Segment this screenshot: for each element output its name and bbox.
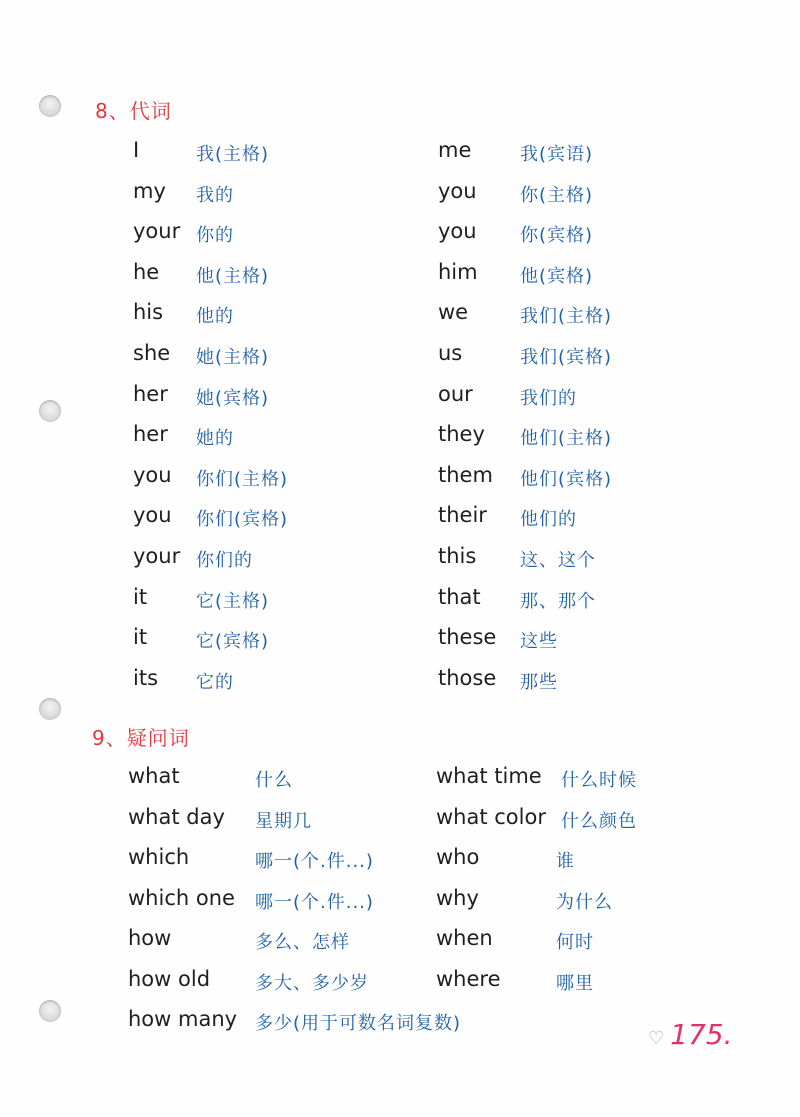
vocab-chinese: 那、那个 <box>520 590 596 612</box>
vocab-english: what day <box>128 804 225 829</box>
vocab-chinese: 我们(主格) <box>520 306 613 328</box>
vocab-english: who <box>436 845 480 869</box>
vocab-english: they <box>438 422 485 447</box>
vocab-english: our <box>438 381 473 406</box>
vocab-chinese: 它(主格) <box>196 590 270 612</box>
vocab-chinese: 你(宾格) <box>520 225 594 247</box>
vocab-chinese: 你(主格) <box>520 184 594 206</box>
binder-hole <box>39 698 61 720</box>
vocab-chinese: 什么颜色 <box>561 810 637 832</box>
vocab-english: what time <box>436 764 542 788</box>
vocab-english: you <box>438 178 477 203</box>
vocab-chinese: 她(主格) <box>196 347 270 368</box>
vocab-chinese: 我(宾语) <box>520 144 594 165</box>
section-title: 9、疑问词 <box>92 726 190 750</box>
vocab-english: you <box>133 503 172 528</box>
vocab-english: what <box>128 764 180 788</box>
vocab-english: my <box>133 178 166 203</box>
vocab-chinese: 它的 <box>196 671 234 693</box>
section-title: 8、代词 <box>95 99 172 123</box>
vocab-english: her <box>133 381 168 406</box>
vocab-english: she <box>133 341 171 365</box>
vocab-chinese: 她的 <box>196 428 234 450</box>
vocab-english: us <box>438 341 463 365</box>
binder-hole <box>39 95 61 117</box>
vocab-chinese: 多少(用于可数名词复数) <box>255 1013 462 1034</box>
vocab-chinese: 你们(宾格) <box>196 509 289 531</box>
vocab-chinese: 哪一(个.件...) <box>255 851 374 872</box>
heart-icon: ♡ <box>648 1028 665 1049</box>
binder-hole <box>39 1000 61 1022</box>
vocab-english: how many <box>128 1007 238 1031</box>
vocab-chinese: 哪里 <box>556 972 594 994</box>
vocab-chinese: 她(宾格) <box>196 387 270 409</box>
vocab-chinese: 什么 <box>255 770 293 791</box>
vocab-chinese: 多么、怎样 <box>255 932 350 953</box>
vocab-english: how old <box>128 966 211 991</box>
vocab-english: that <box>438 584 481 609</box>
vocab-english: him <box>438 259 478 284</box>
vocab-english: he <box>133 259 160 284</box>
vocab-english: it <box>133 584 148 609</box>
vocab-chinese: 哪一(个.件...) <box>255 891 374 913</box>
vocab-chinese: 这些 <box>520 631 558 653</box>
vocab-english: me <box>438 138 472 162</box>
vocab-english: when <box>436 926 493 950</box>
vocab-english: which <box>128 845 190 869</box>
page-number-text: 175. <box>670 1018 733 1051</box>
vocab-english: it <box>133 625 148 650</box>
vocab-english: what color <box>436 804 546 829</box>
vocab-english: I <box>133 138 140 162</box>
vocab-chinese: 那些 <box>520 671 558 693</box>
vocab-english: your <box>133 219 181 244</box>
vocab-english: which one <box>128 885 235 910</box>
vocab-chinese: 我们(宾格) <box>520 347 613 368</box>
binder-hole <box>39 400 61 422</box>
vocab-chinese: 它(宾格) <box>196 631 270 653</box>
vocab-english: them <box>438 462 493 487</box>
vocab-english: how <box>128 926 172 950</box>
vocab-english: you <box>438 219 477 244</box>
vocab-chinese: 谁 <box>556 851 575 872</box>
vocab-english: why <box>436 885 479 910</box>
vocab-english: these <box>438 625 497 650</box>
page-number <box>648 1018 732 1051</box>
vocab-chinese: 他们(主格) <box>520 428 613 450</box>
vocab-english: her <box>133 422 168 447</box>
vocab-chinese: 他(宾格) <box>520 265 594 287</box>
vocab-chinese: 多大、多少岁 <box>255 972 369 994</box>
vocab-chinese: 我(主格) <box>196 144 270 165</box>
vocab-chinese: 他们的 <box>520 509 577 531</box>
vocab-chinese: 星期几 <box>255 810 312 832</box>
vocab-chinese: 他的 <box>196 306 234 328</box>
vocab-english: its <box>133 665 159 690</box>
vocab-chinese: 他(主格) <box>196 265 270 287</box>
vocab-chinese: 什么时候 <box>561 770 637 791</box>
vocab-english: we <box>438 300 469 325</box>
vocab-chinese: 他们(宾格) <box>520 468 613 490</box>
vocab-chinese: 我的 <box>196 184 234 206</box>
vocab-english: your <box>133 544 181 568</box>
vocab-chinese: 你们(主格) <box>196 468 289 490</box>
vocab-chinese: 何时 <box>556 932 594 953</box>
vocab-chinese: 为什么 <box>556 891 613 913</box>
vocab-english: those <box>438 665 497 690</box>
vocab-english: his <box>133 300 164 325</box>
vocab-chinese: 这、这个 <box>520 550 596 571</box>
vocab-chinese: 你的 <box>196 225 234 247</box>
vocab-english: their <box>438 503 487 528</box>
vocab-english: this <box>438 544 477 568</box>
vocab-chinese: 我们的 <box>520 387 577 409</box>
vocab-chinese: 你们的 <box>196 550 253 571</box>
vocab-english: where <box>436 966 501 991</box>
vocab-english: you <box>133 462 172 487</box>
